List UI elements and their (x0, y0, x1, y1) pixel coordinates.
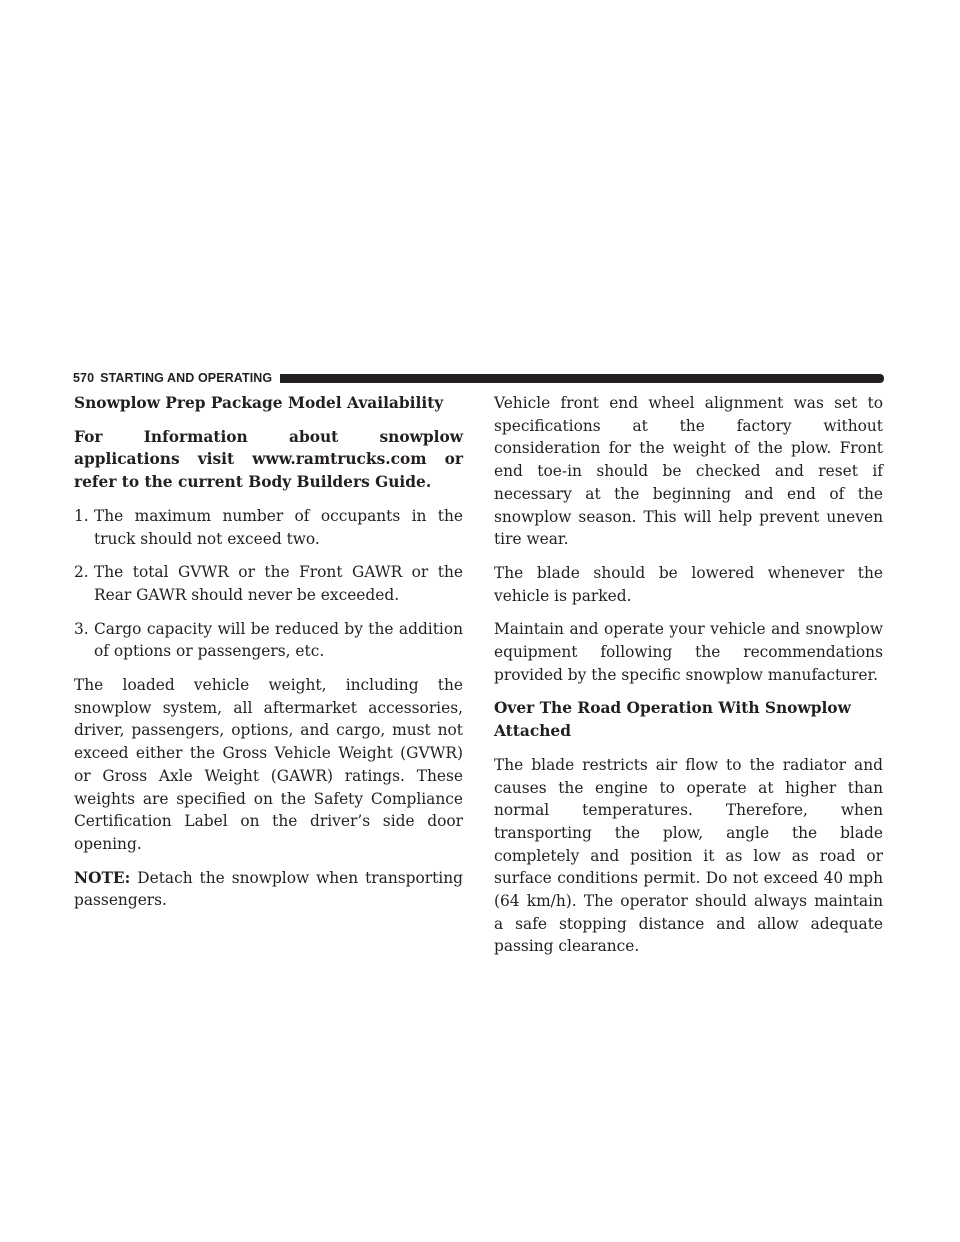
alignment-paragraph: Vehicle front end wheel alignment was set to specifications at the factory without consideration for the weight of the plow. Front end toe-in should be checked and reset if necessary at the beginning and end of the snowplow season. This will help prevent uneven tire wear. (494, 394, 883, 549)
page-number: 570 (73, 371, 95, 385)
list-item-number: 1. (74, 506, 89, 525)
list-item-text: Cargo capacity will be reduced by the addition of options or passengers, etc. (94, 619, 463, 661)
note-paragraph (74, 867, 463, 912)
list-item-number: 2. (74, 563, 89, 582)
note-text: Detach the snowplow when transporting passengers. (74, 868, 463, 910)
list-item (74, 618, 463, 663)
list-item (74, 561, 463, 606)
weight-paragraph: The loaded vehicle weight, including the snowplow system, all aftermarket accessories, driver, passengers, options, and cargo, must not exceed either the Gross Vehicle Weight (GVWR) or Gross Axle Weight (GAWR) ratings. These weights are specified on the Safety Compliance Certification Label on the driver’s side door opening. (74, 676, 463, 853)
note-label: NOTE: (74, 868, 131, 887)
list-item (74, 505, 463, 550)
subsection-heading: Over The Road Operation With Snowplow Attached (494, 699, 851, 741)
section-title: STARTING AND OPERATING (100, 371, 273, 385)
section-heading: Snowplow Prep Package Model Availability (74, 394, 444, 412)
left-column (74, 392, 463, 923)
intro-paragraph: For Information about snowplow applications visit www.ramtrucks.com or refer to the current Body Builders Guide. (74, 427, 463, 492)
right-column (494, 392, 883, 969)
blade-lowered-paragraph: The blade should be lowered whenever the vehicle is parked. (494, 563, 883, 605)
list-item-text: The total GVWR or the Front GAWR or the Rear GAWR should never be exceeded. (94, 563, 463, 604)
header-rule (280, 374, 884, 383)
page-header (73, 368, 884, 388)
list-item-number: 3. (74, 619, 89, 638)
requirements-list (74, 505, 463, 663)
list-item-text: The maximum number of occupants in the truck should not exceed two. (94, 506, 463, 548)
road-operation-paragraph: The blade restricts air flow to the radiator and causes the engine to operate at higher than normal temperatures. Therefore, when transporting the plow, angle the blade completely and position it as low as road or surface conditions permit. Do not exceed 40 mph (64 km/h). The operator should always maintain a safe stopping distance and allow adequate passing clearance. (494, 755, 883, 956)
maintain-paragraph: Maintain and operate your vehicle and snowplow equipment following the recommendations provided by the specific snowplow manufacturer. (494, 620, 883, 684)
